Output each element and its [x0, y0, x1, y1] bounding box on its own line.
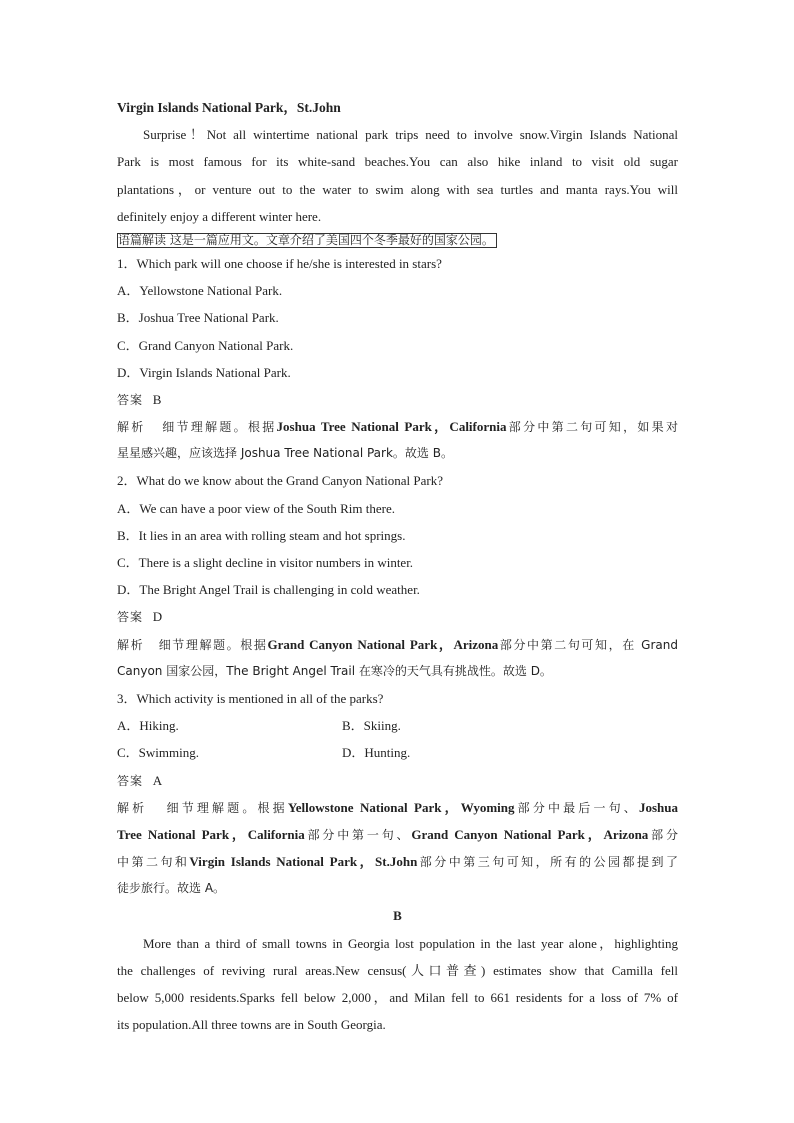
q3-answer-row — [117, 767, 678, 794]
passage-b-heading: B — [393, 908, 402, 924]
q2-option-d: D．The Bright Angel Trail is challenging in cold weather. — [117, 582, 420, 598]
passage-a-summary-row — [117, 230, 678, 250]
document-content — [117, 94, 678, 1038]
passage-b-line: More than a third of small towns in Georgia lost population in the last year alone，highlighting — [143, 935, 678, 951]
passage-b-line: below 5,000 residents.Sparks fell below 2,000，and Milan fell to 661 residents for a loss of 7% of — [117, 990, 678, 1005]
analysis-text: 中第二句和 — [117, 855, 190, 870]
question-1: 1．Which park will one choose if he/she is interested in stars? — [117, 255, 442, 271]
analysis-label: 解析 — [117, 420, 146, 435]
q1-analysis-line — [117, 413, 678, 440]
q3-option-b: B．Skiing. — [342, 718, 401, 734]
q1-answer: B — [152, 391, 162, 407]
q2-option-c: C．There is a slight decline in visitor numbers in winter. — [117, 555, 414, 570]
passage-b-line: the challenges of reviving rural areas.New census(人口普查) estimates show that Camilla fell — [117, 962, 678, 978]
analysis-label: 解析 — [117, 637, 145, 652]
analysis-bold: Virgin Islands National Park，St.John — [189, 854, 418, 870]
analysis-text: 部分中第一句、 — [304, 827, 412, 842]
q2-analysis-line — [117, 631, 678, 658]
answer-label: 答案 — [117, 610, 144, 625]
q3-options-row — [117, 712, 678, 739]
analysis-bold: Grand Canyon National Park，Arizona — [411, 826, 649, 842]
answer-label: 答案 — [117, 773, 144, 788]
q3-option-a: A．Hiking. — [117, 718, 179, 734]
q3-answer: A — [152, 772, 163, 788]
passage-a-title: Virgin Islands National Park，St.John — [117, 100, 341, 115]
passage-a-line: Surprise！Not all wintertime national park trips need to involve snow.Virgin Islands National — [143, 127, 678, 143]
q3-option-c: C．Swimming. — [117, 745, 199, 761]
question-3: 3．Which activity is mentioned in all of the parks? — [117, 690, 384, 706]
answer-label: 答案 — [117, 392, 144, 407]
q2-option-a: A．We can have a poor view of the South Rim there. — [117, 500, 396, 516]
analysis-text: 细节理解题。根据 — [162, 420, 277, 435]
q2-option-b: B．It lies in an area with rolling steam and hot springs. — [117, 527, 406, 543]
q2-answer-row — [117, 603, 678, 630]
q3-analysis-line — [117, 848, 678, 875]
analysis-bold: Yellowstone National Park，Wyoming — [287, 799, 515, 815]
analysis-bold: Grand Canyon National Park，Arizona — [267, 636, 499, 652]
analysis-text: 部分中第二句可知，如果对 — [506, 420, 678, 435]
q1-option-c: C．Grand Canyon National Park. — [117, 337, 294, 353]
q3-options-row — [117, 739, 678, 766]
analysis-text: 细节理解题。根据 — [166, 800, 288, 815]
question-2: 2．What do we know about the Grand Canyon National Park? — [117, 473, 444, 489]
analysis-text: 细节理解题。根据 — [158, 637, 268, 652]
analysis-text: 部分中第二句可知，在 Grand — [498, 637, 678, 652]
q3-analysis-line — [117, 794, 678, 821]
q2-answer: D — [152, 609, 163, 625]
q1-option-a: A．Yellowstone National Park. — [117, 283, 283, 299]
analysis-text: 部分中最后一句、 — [514, 800, 639, 815]
q1-answer-row — [117, 386, 678, 413]
q3-analysis-line: 徒步旅行。故选 A。 — [117, 881, 226, 896]
q3-analysis-line — [117, 821, 678, 848]
passage-a-line: definitely enjoy a different winter here. — [117, 208, 322, 224]
q2-analysis-line: Canyon 国家公园，The Bright Angel Trail 在寒冷的天气具有挑战性。故选 D。 — [117, 663, 552, 678]
analysis-label: 解析 — [117, 800, 148, 815]
passage-a-line: Park is most famous for its white-sand beaches.You can also hike inland to visit old sugar — [117, 154, 678, 170]
passage-a-line: plantations，or venture out to the water to swim along with sea turtles and manta rays.You will — [117, 181, 678, 197]
analysis-bold: Joshua Tree National Park，California — [276, 419, 507, 435]
passage-a-summary: 语篇解读 这是一篇应用文。文章介绍了美国四个冬季最好的国家公园。 — [117, 233, 497, 248]
analysis-bold: Tree National Park，California — [117, 826, 305, 842]
passage-b-line: its population.All three towns are in South Georgia. — [117, 1017, 386, 1033]
q1-option-d: D．Virgin Islands National Park. — [117, 364, 291, 380]
q1-option-b: B．Joshua Tree National Park. — [117, 310, 279, 326]
analysis-text: 部分中第三句可知，所有的公园都提到了 — [417, 855, 678, 870]
q3-option-d: D．Hunting. — [342, 745, 411, 761]
analysis-text: 部分 — [648, 827, 678, 842]
q1-analysis-line: 星星感兴趣，应该选择 Joshua Tree National Park。故选 B。 — [117, 446, 453, 461]
analysis-bold: Joshua — [638, 799, 678, 815]
